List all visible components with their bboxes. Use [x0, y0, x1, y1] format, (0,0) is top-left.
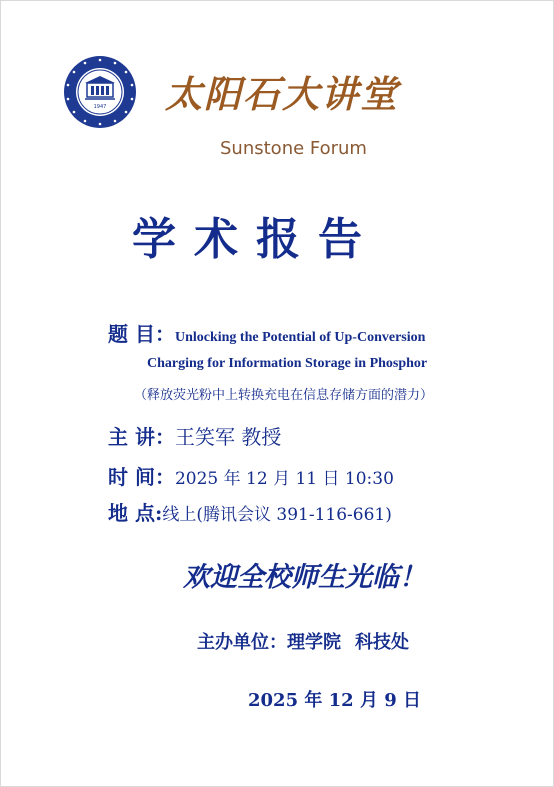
organizer-line — [197, 628, 409, 658]
place-label: 地 点: — [108, 501, 163, 525]
topic-row-2 — [147, 349, 427, 375]
place-value: 线上(腾讯会议 391-116-661) — [162, 505, 392, 525]
time-value: 2025 年 12 月 11 日 10:30 — [174, 469, 394, 489]
time-row — [108, 462, 394, 492]
forum-name-cn: 太阳石大讲堂 — [165, 72, 399, 116]
organizer-1: 理学院 — [287, 632, 341, 653]
time-label: 时 间： — [108, 465, 175, 489]
topic-en-line1: Unlocking the Potential of Up-Conversion — [174, 330, 426, 345]
speaker-name: 王笑军 教授 — [174, 425, 282, 449]
page-title: 学术报告 — [132, 214, 380, 265]
speaker-row — [108, 422, 281, 452]
speaker-label: 主 讲： — [108, 425, 175, 449]
organizer-label: 主办单位： — [197, 632, 287, 653]
topic-row — [108, 320, 425, 348]
organizer-2: 科技处 — [355, 632, 409, 653]
issue-date: 2025 年 12 月 9 日 — [248, 690, 422, 711]
forum-name-en: Sunstone Forum — [220, 138, 367, 159]
logo-year: 1947 — [93, 104, 107, 110]
welcome-text: 欢迎全校师生光临！ — [183, 562, 426, 593]
university-seal-icon — [63, 55, 137, 129]
topic-label: 题 目： — [108, 322, 175, 346]
topic-cn: （释放荧光粉中上转换充电在信息存储方面的潜力） — [134, 388, 434, 403]
topic-en-line2: Charging for Information Storage in Phosphor — [147, 356, 428, 371]
place-row — [108, 498, 392, 528]
